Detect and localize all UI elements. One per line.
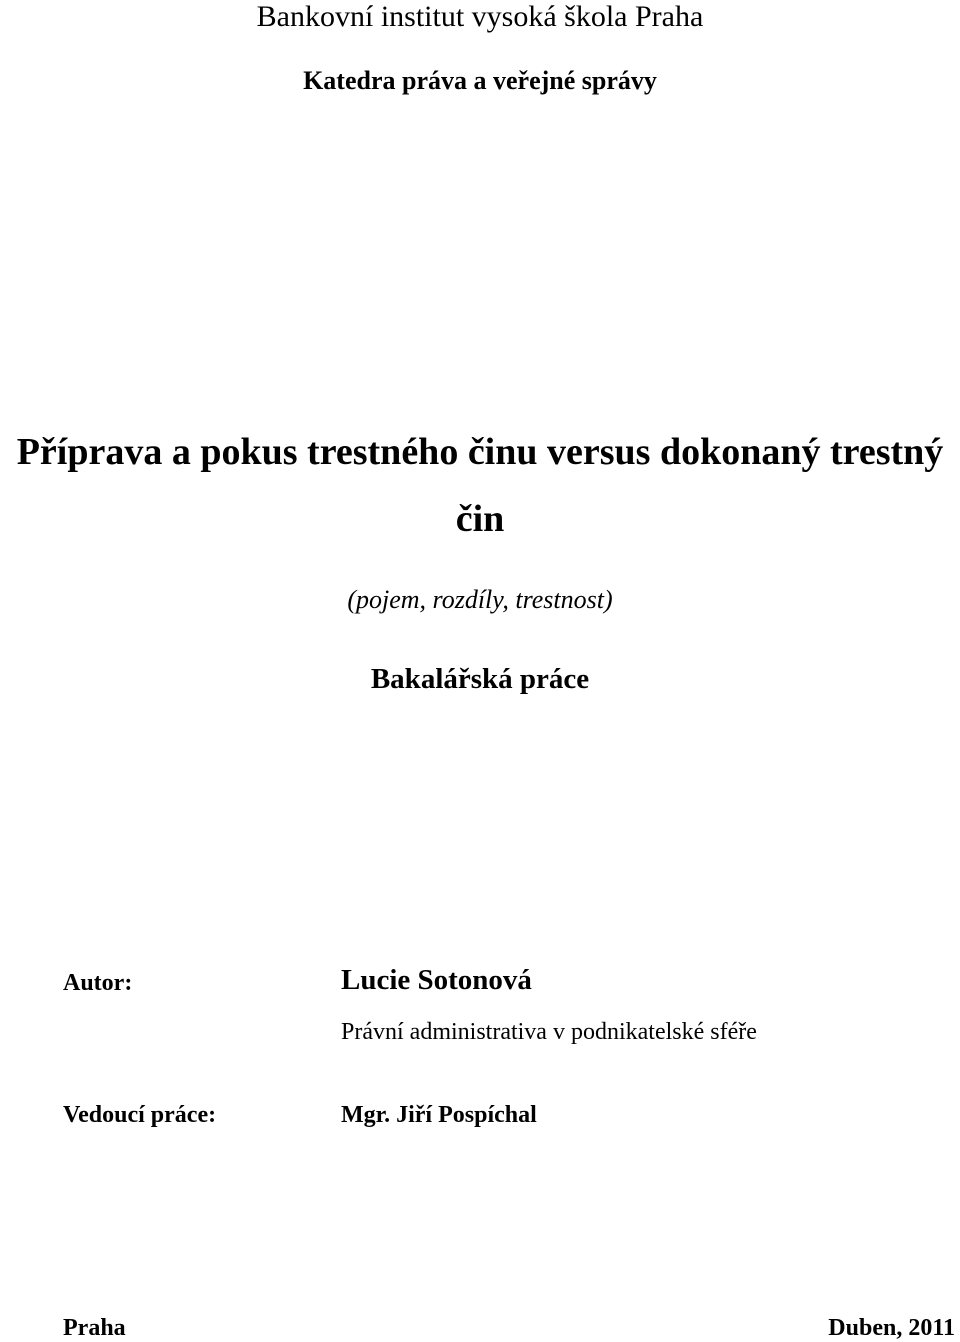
thesis-title-line-2: čin [455,498,505,540]
thesis-subtitle: (pojem, rozdíly, trestnost) [347,585,613,614]
supervisor-label: Vedoucí práce: [63,1102,217,1128]
author-label: Autor: [63,970,133,996]
study-program: Právní administrativa v podnikatelské sféře [341,1019,757,1045]
supervisor-name: Mgr. Jiří Pospíchal [341,1102,537,1128]
institution-name: Bankovní institut vysoká škola Praha [256,0,704,33]
thesis-type: Bakalářská práce [370,663,590,695]
date: Duben, 2011 [828,1315,955,1341]
place: Praha [63,1315,126,1341]
department-name: Katedra práva a veřejné správy [303,66,657,95]
thesis-title-line-1: Příprava a pokus trestného činu versus dokonaný trestný [16,431,944,473]
author-name: Lucie Sotonová [341,964,532,996]
